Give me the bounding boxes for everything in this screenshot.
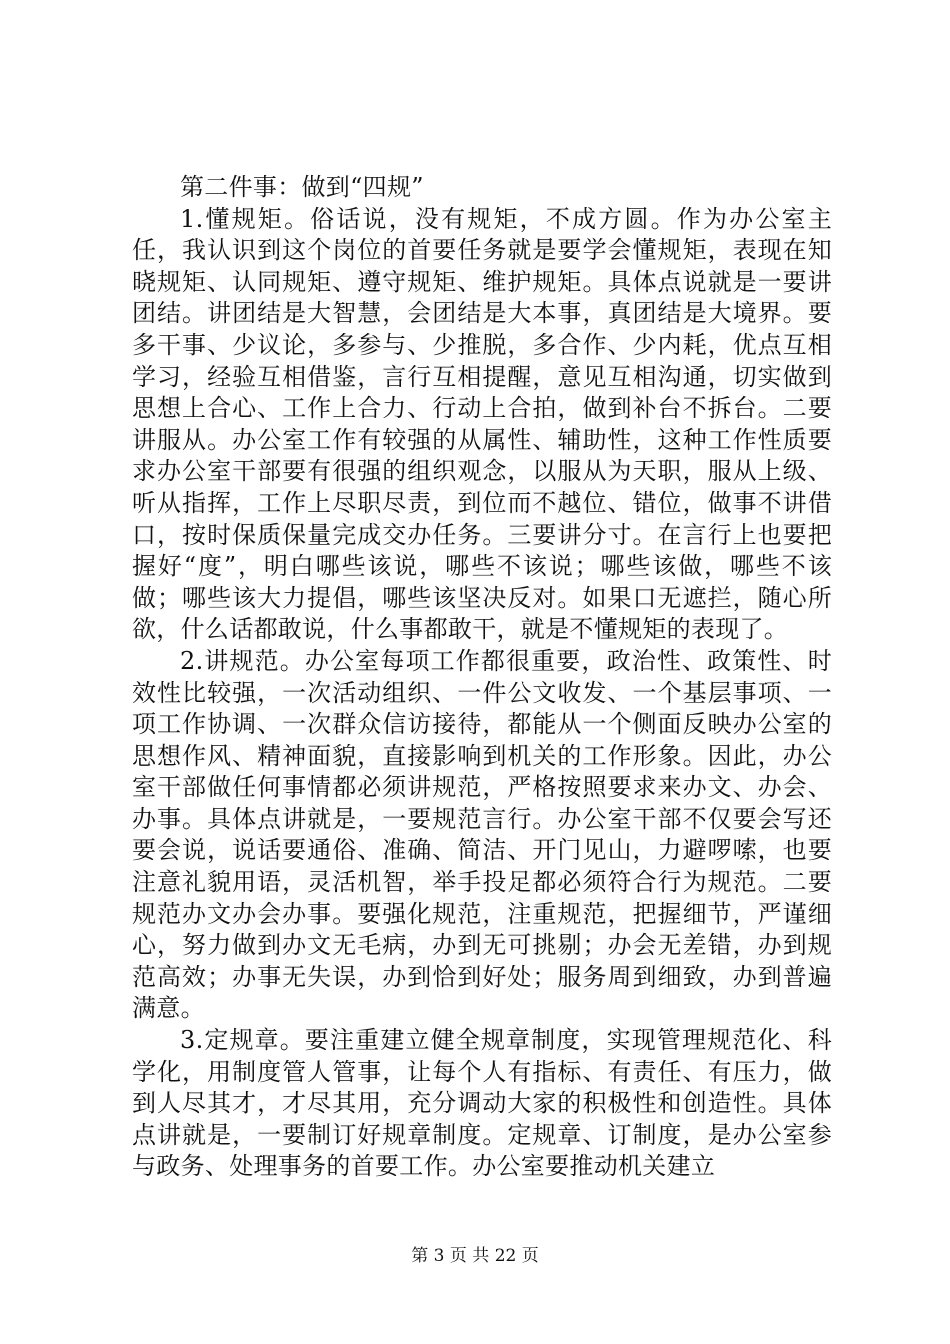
page-number-footer: 第 3 页 共 22 页 bbox=[411, 1246, 539, 1266]
section-heading: 第二件事：做到“四规” bbox=[180, 173, 424, 201]
document-body bbox=[132, 172, 832, 1183]
paragraph-3: 3.定规章。要注重建立健全规章制度，实现管理规范化、科学化，用制度管人管事，让每个人有指标、有责任、有压力，做到人尽其才，才尽其用，充分调动大家的积极性和创造性。具体点讲就是，一要制订好规章制度。定规章、订制度，是办公室参与政务、处理事务的首要工作。办公室要推动机关建立 bbox=[132, 1026, 832, 1181]
paragraph-2: 2.讲规范。办公室每项工作都很重要，政治性、政策性、时效性比较强，一次活动组织、一件公文收发、一个基层事项、一项工作协调、一次群众信访接待，都能从一个侧面反映办公室的思想作风、精神面貌，直接影响到机关的工作形象。因此，办公室干部做任何事情都必须讲规范，严格按照要求来办文、办会、办事。具体点讲就是，一要规范言行。办公室干部不仅要会写还要会说，说话要通俗、准确、简洁、开门见山，力避啰嗦，也要注意礼貌用语，灵活机智，举手投足都必须符合行为规范。二要规范办文办会办事。要强化规范，注重规范，把握细节，严谨细心，努力做到办文无毛病，办到无可挑剔；办会无差错，办到规范高效；办事无失误，办到恰到好处；服务周到细致，办到普遍满意。 bbox=[132, 646, 832, 1023]
paragraph-1: 1.懂规矩。俗话说，没有规矩，不成方圆。作为办公室主任，我认识到这个岗位的首要任务就是要学会懂规矩，表现在知晓规矩、认同规矩、遵守规矩、维护规矩。具体点说就是一要讲团结。讲团结是大智慧，会团结是大本事，真团结是大境界。要多干事、少议论，多参与、少推脱，多合作、少内耗，优点互相学习，经验互相借鉴，言行互相提醒，意见互相沟通，切实做到思想上合心、工作上合力、行动上合拍，做到补台不拆台。二要讲服从。办公室工作有较强的从属性、辅助性，这种工作性质要求办公室干部要有很强的组织观念，以服从为天职，服从上级、听从指挥，工作上尽职尽责，到位而不越位、错位，做事不讲借口，按时保质保量完成交办任务。三要讲分寸。在言行上也要把握好“度”，明白哪些该说，哪些不该说；哪些该做，哪些不该做；哪些该大力提倡，哪些该坚决反对。如果口无遮拦，随心所欲，什么话都敢说，什么事都敢干，就是不懂规矩的表现了。 bbox=[132, 204, 832, 644]
